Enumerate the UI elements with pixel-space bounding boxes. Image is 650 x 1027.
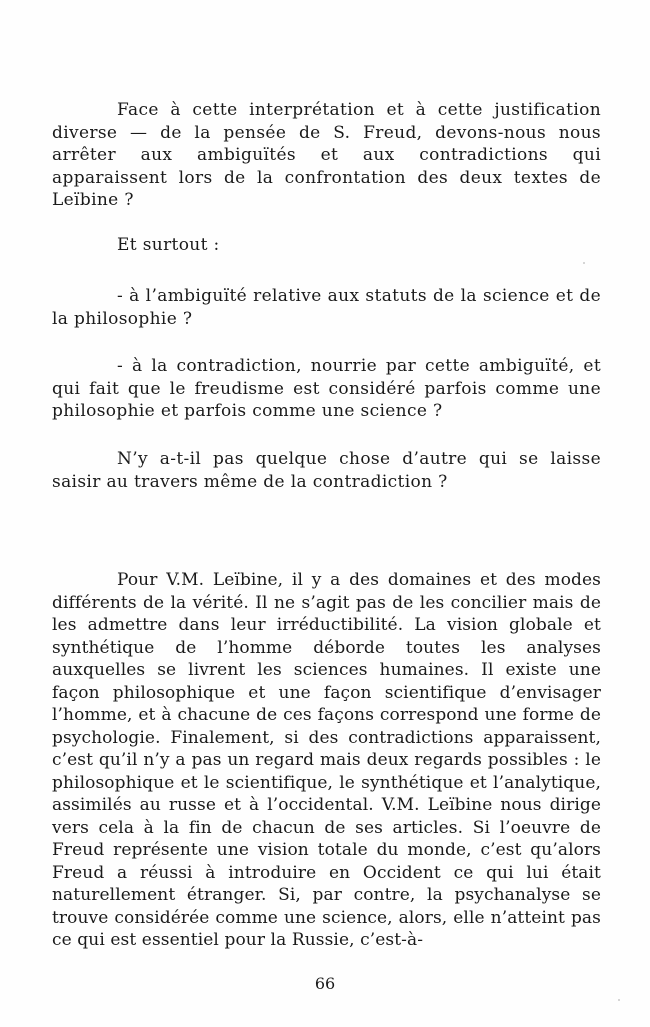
paragraph-1 [52, 99, 601, 212]
paragraph-4 [52, 448, 601, 493]
paragraph-2 [52, 285, 601, 330]
paragraph-5-text: Pour V.M. Leïbine, il y a des domaines et des modes différents de la vérité. Il ne s’agit pas de les concilier mais de les admettre dans leur irréductibilité. La vision globale et synthétique de l’homme déborde toutes les analyses auxquelles se livrent les sciences humaines. Il existe une façon philosophique et une façon scientifique d’envisager l’homme, et à chacune de ces façons correspond une forme de psychologie. Finalement, si des contradictions apparaissent, c’est qu’il n’y a pas un regard mais deux regards possibles : le philosophique et le scientifique, le synthétique et l’analytique, assimilés au russe et à l’occidental. V.M. Leïbine nous dirige vers cela à la fin de chacun de ses articles. Si l’oeuvre de Freud représente une vision totale du monde, c’est qu’alors Freud a réussi à introduire en Occident ce qui lui était naturellement étranger. Si, par contre, la psychanalyse se trouve considérée comme une science, alors, elle n’atteint pas ce qui est essentiel pour la Russie, c’est-à- [52, 570, 601, 950]
paragraph-1-text: Face à cette interprétation et à cette justification diverse — de la pensée de S. Freud, devons-nous nous arrêter aux ambiguïtés et aux contradictions qui apparaissent lors de la confrontation des deux textes de Leïbine ? [52, 100, 601, 210]
scan-speck [618, 999, 620, 1001]
page-number: 66 [314, 974, 336, 993]
scan-speck [583, 262, 585, 264]
heading-et-surtout: Et surtout : [117, 235, 220, 255]
paragraph-3 [52, 355, 601, 423]
paragraph-4-text: N’y a-t-il pas quelque chose d’autre qui se laisse saisir au travers même de la contradiction ? [52, 449, 601, 492]
paragraph-2-text: - à l’ambiguïté relative aux statuts de la science et de la philosophie ? [52, 286, 601, 329]
paragraph-5 [52, 569, 601, 952]
paragraph-3-text: - à la contradiction, nourrie par cette ambiguïté, et qui fait que le freudisme est considéré parfois comme une philosophie et parfois comme une science ? [52, 356, 601, 421]
